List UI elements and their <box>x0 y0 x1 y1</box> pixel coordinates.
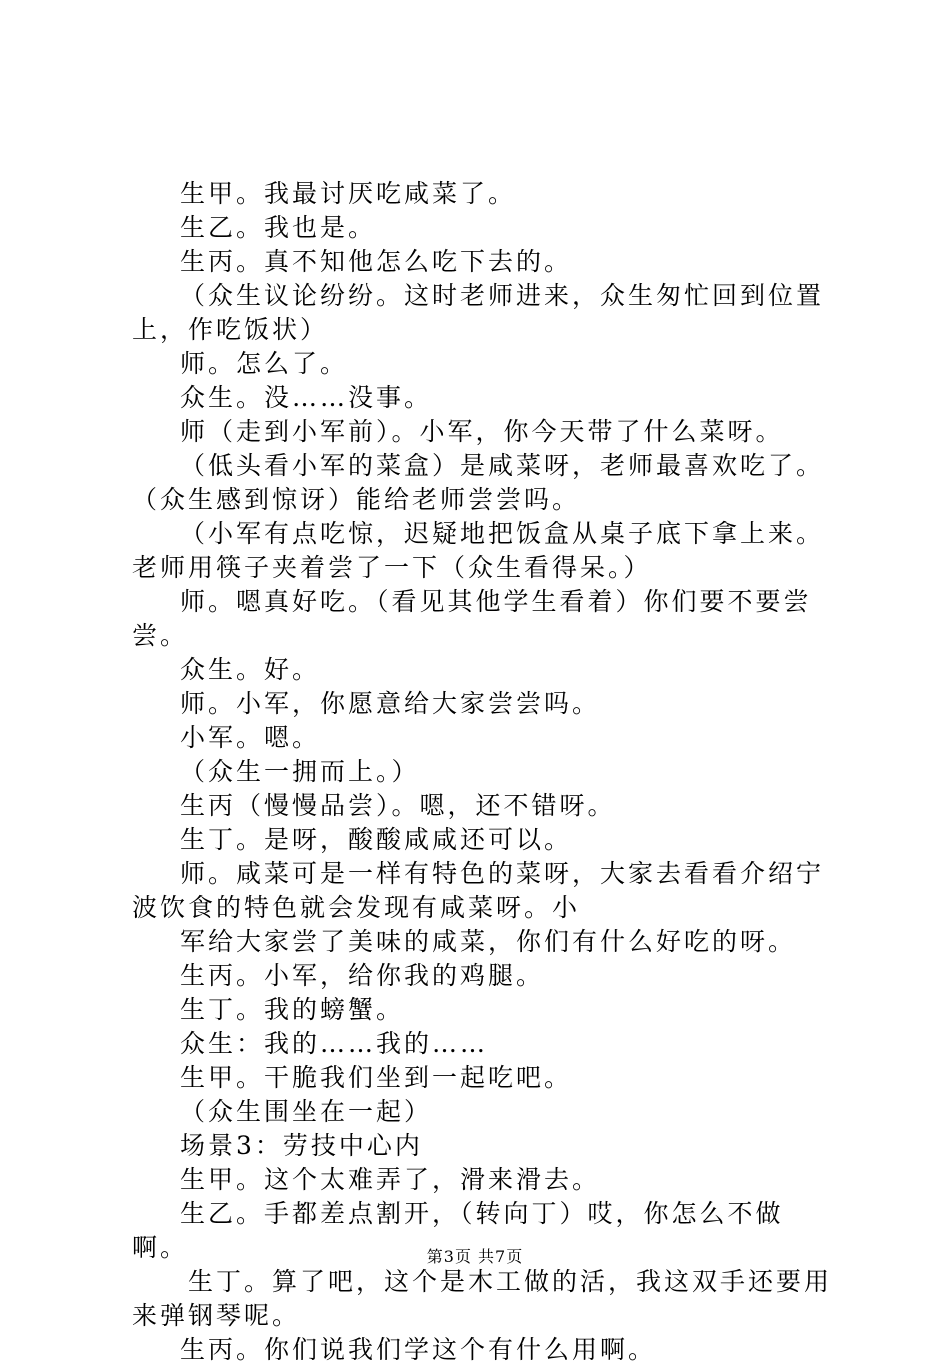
paragraph: （众生围坐在一起） <box>180 1097 433 1126</box>
paragraph: 生乙。手都差点割开，（转向丁）哎，你怎么不做啊。 <box>132 1199 784 1262</box>
paragraph: 师。嗯真好吃。（看见其他学生看着）你们要不要尝尝。 <box>132 587 812 650</box>
paragraph: 生丙（慢慢品尝）。嗯，还不错呀。 <box>180 791 616 820</box>
paragraph: 生甲。我最讨厌吃咸菜了。 <box>180 179 517 208</box>
paragraph: 师（走到小军前）。小军，你今天带了什么菜呀。 <box>180 417 784 446</box>
paragraph: 众生。好。 <box>180 655 321 684</box>
paragraph: 师。咸菜可是一样有特色的菜呀，大家去看看介绍宁波饮食的特色就会发现有咸菜呀。小 <box>132 859 825 922</box>
paragraph: 生甲。这个太难弄了，滑来滑去。 <box>180 1165 601 1194</box>
paragraph: （低头看小军的菜盒）是咸菜呀，老师最喜欢吃了。（众生感到惊讶）能给老师尝尝吗。 <box>132 451 825 514</box>
page-number-footer: 第3页 共7页 <box>426 1247 524 1266</box>
paragraph: （小军有点吃惊，迟疑地把饭盒从桌子底下拿上来。老师用筷子夹着尝了一下（众生看得呆。） <box>132 519 825 582</box>
paragraph: 众生：我的……我的…… <box>180 1029 489 1058</box>
document-body <box>132 177 837 1367</box>
paragraph: 场景3：劳技中心内 <box>180 1131 423 1160</box>
paragraph: 生丙。真不知他怎么吃下去的。 <box>180 247 573 276</box>
paragraph: 生甲。干脆我们坐到一起吃吧。 <box>180 1063 573 1092</box>
paragraph: 小军。嗯。 <box>180 723 321 752</box>
paragraph: 生丁。是呀，酸酸咸咸还可以。 <box>180 825 573 854</box>
paragraph: （众生一拥而上。） <box>180 757 420 786</box>
paragraph: （众生议论纷纷。这时老师进来，众生匆忙回到位置上，作吃饭状） <box>132 281 825 344</box>
paragraph: 军给大家尝了美味的咸菜，你们有什么好吃的呀。 <box>180 927 797 956</box>
paragraph: 生丁。算了吧，这个是木工做的活，我这双手还要用来弹钢琴呢。 <box>132 1267 833 1330</box>
paragraph: 师。小军，你愿意给大家尝尝吗。 <box>180 689 601 718</box>
paragraph: 众生。没……没事。 <box>180 383 433 412</box>
paragraph: 师。怎么了。 <box>180 349 349 378</box>
paragraph: 生丙。你们说我们学这个有什么用啊。 <box>180 1335 657 1364</box>
paragraph: 生丁。我的螃蟹。 <box>180 995 405 1024</box>
paragraph: 生丙。小军，给你我的鸡腿。 <box>180 961 545 990</box>
paragraph: 生乙。我也是。 <box>180 213 377 242</box>
